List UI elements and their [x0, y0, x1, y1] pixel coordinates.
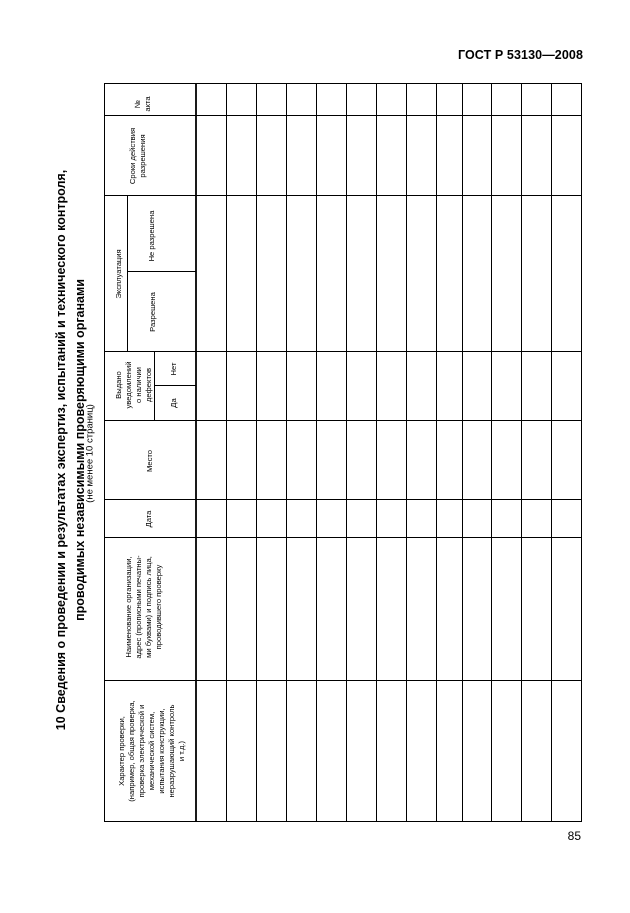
- page-number: 85: [567, 829, 581, 843]
- header-check-type: Характер проверки, (например, общая проверка, проверка электрической и механической систем, испытания конструкции, неразрушающий контроль и т.д.): [117, 700, 186, 802]
- header-notice-no: Нет: [169, 362, 178, 376]
- section-title-line-2: проводимых независимыми проверяющими органами: [73, 279, 87, 621]
- section-note: (не менее 10 страниц): [84, 404, 96, 503]
- header-operation: Эксплуатация: [114, 249, 123, 299]
- header-notice-issued: Выдано уведомлений о наличии дефектов: [114, 361, 153, 409]
- header-validity: Сроки действия разрешения: [128, 127, 147, 185]
- section-title-line-1: 10 Сведения о проведении и результатах экспертиз, испытаний и технического контроля,: [54, 169, 68, 731]
- header-operation-denied: Не разрешена: [147, 210, 156, 262]
- header-act-number: № акта: [133, 96, 152, 112]
- header-date: Дата: [144, 510, 153, 528]
- header-operation-allowed: Разрешена: [148, 292, 157, 332]
- standard-code: ГОСТ Р 53130—2008: [457, 48, 583, 62]
- header-notice-yes: Да: [169, 398, 178, 408]
- header-organization: Наименование организации, адрес (прописными печатны- ми буквами) и подпись лица, проводившего проверку: [124, 555, 163, 659]
- header-place: Место: [145, 449, 154, 473]
